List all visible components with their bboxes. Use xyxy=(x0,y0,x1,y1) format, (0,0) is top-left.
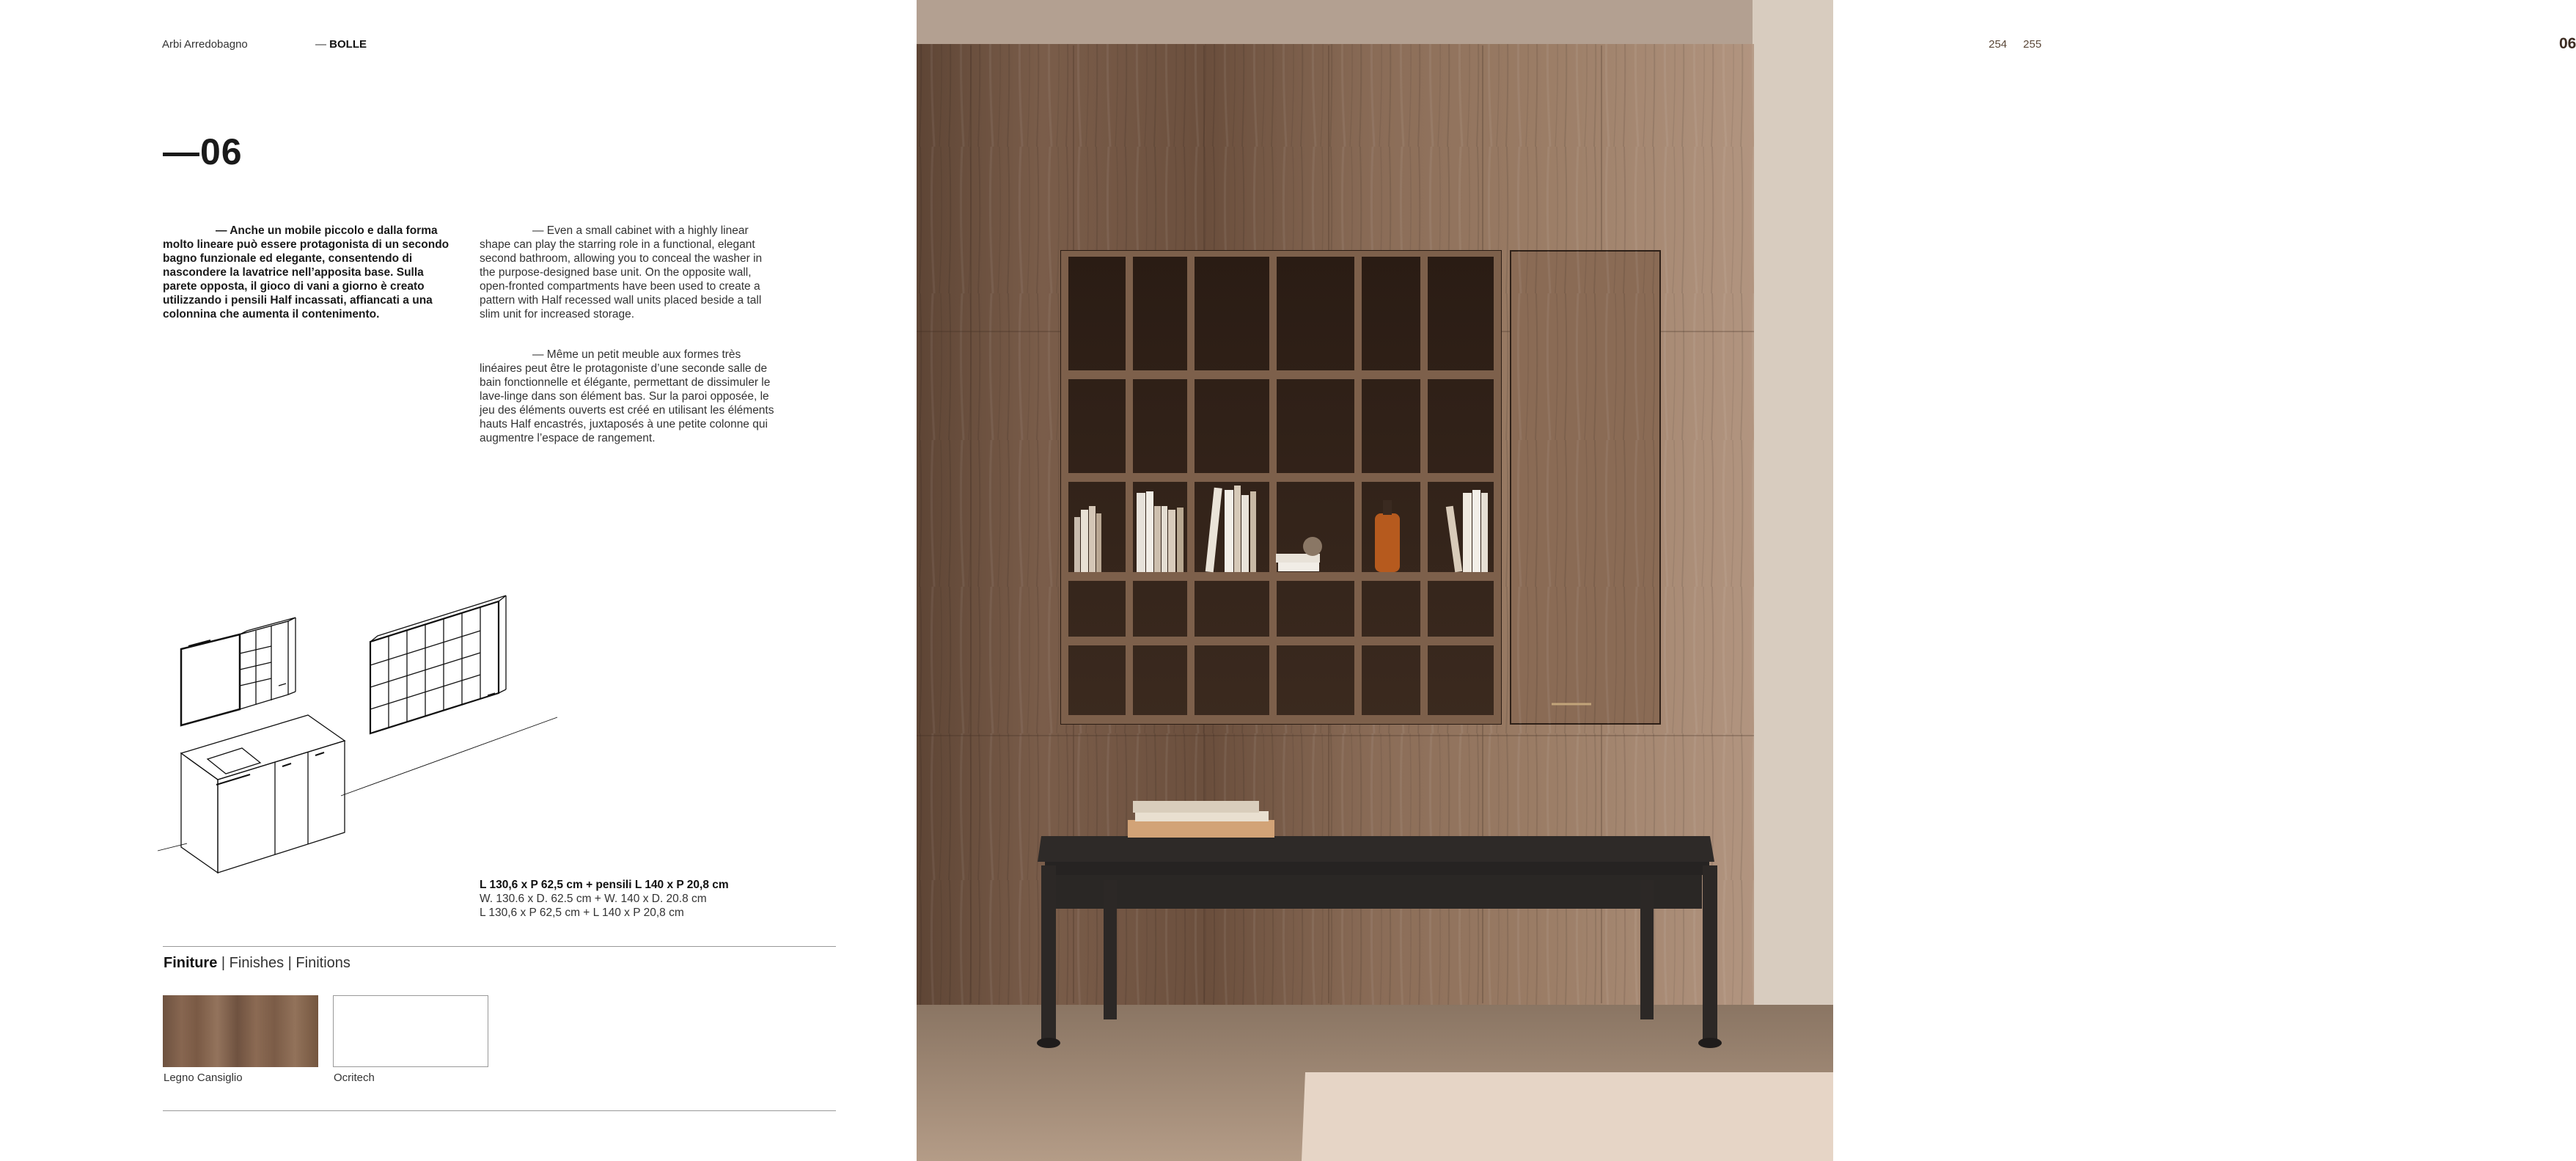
finishes-title-italian: Finiture xyxy=(164,955,218,971)
isometric-drawing xyxy=(158,583,568,876)
left-page xyxy=(0,0,917,1161)
swatch-label-legno-cansiglio: Legno Cansiglio xyxy=(164,1072,243,1084)
chapter-number: —06 xyxy=(163,131,243,172)
description-italian: — Anche un mobile piccolo e dalla forma molto lineare può essere protagonista di un secondo bagno funzionale ed elegante, consentendo di nascondere la lavatrice nell’apposita base. Sulla parete opposta, il gioco di vani a giorno è creato utilizzando i pensili Half incassati, affiancati a una colonnina che aumenta il contenimento. xyxy=(163,224,449,321)
swatch-legno-cansiglio xyxy=(163,995,318,1067)
base-cabinet-drawing xyxy=(181,715,345,873)
brand-name: Arbi Arredobagno xyxy=(162,38,248,51)
divider-top xyxy=(163,946,836,947)
collection-title: BOLLE xyxy=(329,38,367,51)
dimensions-english: W. 130.6 x D. 62.5 cm + W. 140 x D. 20.8 cm xyxy=(480,893,707,905)
divider-bottom xyxy=(163,1110,836,1111)
finishes-title-rest: | Finishes | Finitions xyxy=(217,955,351,971)
collection-name xyxy=(315,38,367,51)
dimensions-italian: L 130,6 x P 62,5 cm + pensili L 140 x P 20,8 cm xyxy=(480,879,729,891)
page-chapter-number: 06 xyxy=(2559,35,2576,52)
page-number-left: 254 xyxy=(1989,38,2008,51)
page-numbers xyxy=(1989,38,2058,51)
open-shelving-drawing xyxy=(370,596,506,733)
mirror-cabinet-drawing xyxy=(181,618,296,725)
page-number-right: 255 xyxy=(2023,38,2042,51)
swatch-ocritech xyxy=(333,995,488,1067)
finishes-title xyxy=(164,955,351,972)
description-french: — Même un petit meuble aux formes très linéaires peut être le protagoniste d’une seconde salle de bain fonctionnelle et élégante, permettant de dissimuler le lave-linge dans son élément bas. Sur la paroi opposée, le jeu des éléments ouverts est créé en utilisant les éléments hauts Half encastrés, juxtaposés à une petite colonne qui augmentre l’espace de rangement. xyxy=(480,348,774,444)
interior-photo xyxy=(917,0,2576,1161)
swatch-label-ocritech: Ocritech xyxy=(334,1072,375,1084)
dimensions-block xyxy=(480,878,729,920)
collection-prefix: — xyxy=(315,38,330,51)
dimensions-french: L 130,6 x P 62,5 cm + L 140 x P 20,8 cm xyxy=(480,907,684,919)
description-english: — Even a small cabinet with a highly linear shape can play the starring role in a functional, elegant second bathroom, allowing you to conceal the washer in the purpose-designed base unit. On the opposite wall, open-fronted compartments have been used to create a pattern with Half recessed wall units placed beside a tall slim unit for increased storage. xyxy=(480,224,763,321)
